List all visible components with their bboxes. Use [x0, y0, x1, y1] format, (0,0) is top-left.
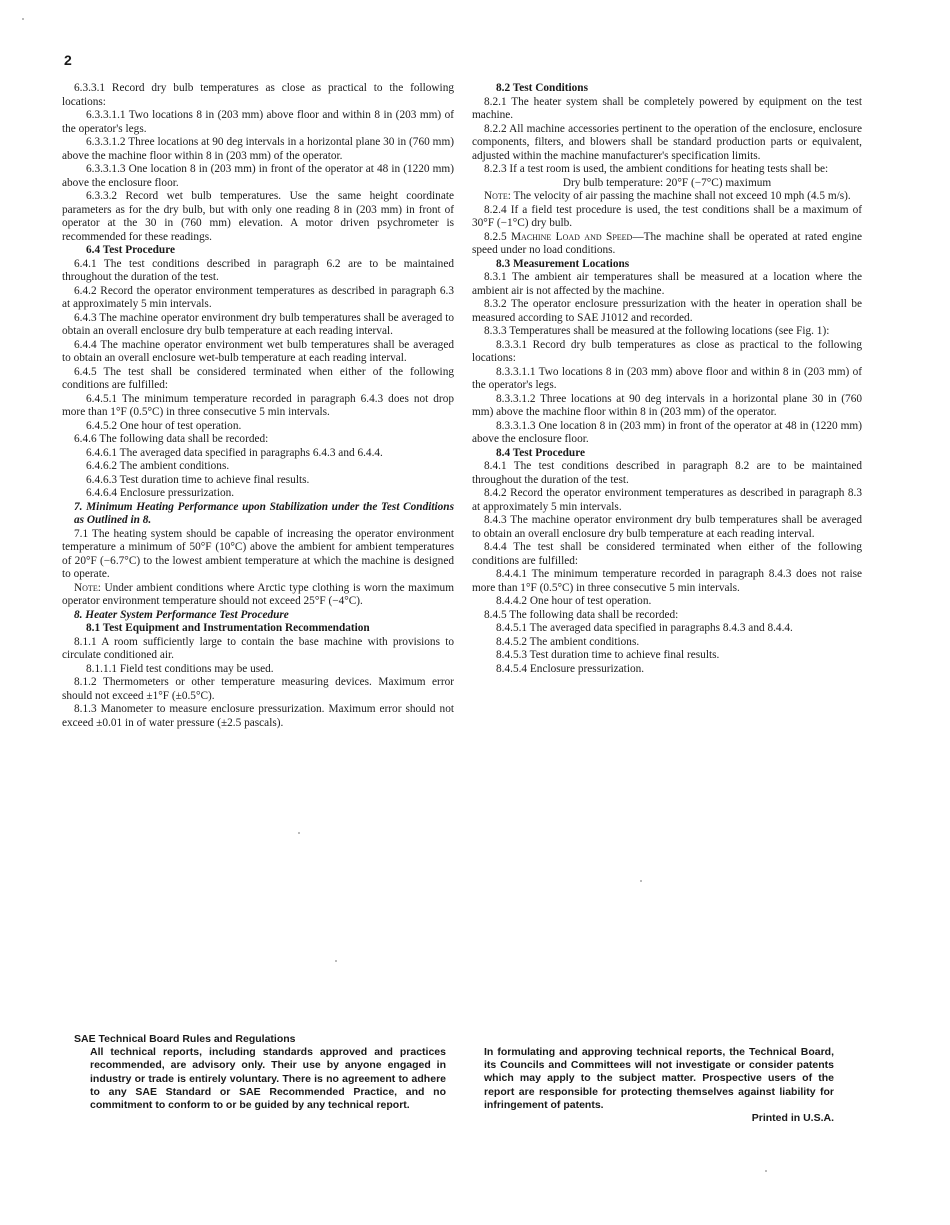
- note-label: Note:: [74, 581, 101, 594]
- paragraph: 8.3.3.1 Record dry bulb temperatures as close as practical to the following locations:: [472, 338, 862, 364]
- section-heading: 7. Minimum Heating Performance upon Stabilization under the Test Conditions as Outlined in 8.: [74, 500, 454, 526]
- paragraph: 8.1.1 A room sufficiently large to contain the base machine with provisions to circulate conditioned air.: [62, 635, 454, 661]
- scan-speck: [335, 960, 337, 962]
- paragraph: 8.2.3 If a test room is used, the ambient conditions for heating tests shall be:: [484, 163, 829, 175]
- paragraph: 8.4.5 The following data shall be recorded:: [484, 608, 679, 621]
- paragraph: 6.3.3.1.1 Two locations 8 in (203 mm) above floor and within 8 in (203 mm) of the operator's legs.: [62, 109, 454, 135]
- paragraph-prefix: 8.2.5: [484, 230, 511, 243]
- paragraph: 8.4.1 The test conditions described in paragraph 8.2 are to be maintained throughout the duration of the test.: [472, 460, 862, 486]
- section-heading: 8.1 Test Equipment and Instrumentation Recommendation: [86, 622, 370, 634]
- paragraph: 8.1.1.1 Field test conditions may be used.: [86, 662, 274, 675]
- left-column: [62, 82, 454, 730]
- paragraph: 8.4.4.1 The minimum temperature recorded in paragraph 8.4.3 does not raise more than 1°F (0.5°C) in three consecutive 5 min intervals.: [472, 568, 862, 594]
- scan-speck: [22, 18, 24, 20]
- note-paragraph: [472, 190, 862, 204]
- section-heading: 8. Heater System Performance Test Procedure: [74, 608, 289, 621]
- paragraph: 8.4.5.3 Test duration time to achieve final results.: [496, 649, 720, 661]
- paragraph: 6.4.6 The following data shall be recorded:: [74, 433, 269, 445]
- paragraph: 8.4.4 The test shall be considered terminated when either of the following conditions are fulfilled:: [472, 541, 862, 567]
- paragraph: 8.3.2 The operator enclosure pressurization with the heater in operation shall be measured according to SAE J1012 and recorded.: [472, 298, 862, 324]
- footer-advisory-text: All technical reports, including standards approved and practices recommended, are advisory only. Their use by anyone engaged in industry or trade is entirely voluntary. There is no agreement to adhere to any SAE Standard or SAE Recommended Practice, and no commitment to conform to or be guided by any technical report.: [90, 1046, 446, 1112]
- paragraph: 6.4.6.2 The ambient conditions.: [86, 460, 230, 472]
- paragraph: 8.4.5.1 The averaged data specified in paragraphs 8.4.3 and 8.4.4.: [496, 622, 793, 634]
- paragraph: 6.4.5.1 The minimum temperature recorded in paragraph 6.4.3 does not drop more than 1°F (0.5°C) in three consecutive 5 min intervals.: [62, 392, 454, 418]
- right-column: [472, 82, 862, 676]
- paragraph: 6.3.3.1.2 Three locations at 90 deg intervals in a horizontal plane 30 in (760 mm) above the machine floor within 8 in (203 mm) of the operator.: [62, 136, 454, 162]
- paragraph: 8.2.4 If a field test procedure is used, the test conditions shall be a maximum of 30°F (−1°C) dry bulb.: [472, 203, 862, 229]
- paragraph: [472, 231, 862, 258]
- note-text: Under ambient conditions where Arctic type clothing is worn the maximum operator environment temperature should not exceed 25°F (−4°C).: [62, 581, 454, 607]
- paragraph: 6.4.5 The test shall be considered terminated when either of the following conditions are fulfilled:: [62, 365, 454, 391]
- footer-rules: [74, 1033, 446, 1112]
- scan-speck: [765, 1170, 767, 1172]
- paragraph: 8.2.1 The heater system shall be completely powered by equipment on the test machine.: [472, 95, 862, 121]
- paragraph: 6.4.3 The machine operator environment dry bulb temperatures shall be averaged to obtain an overall enclosure dry bulb temperature at each reading interval.: [62, 311, 454, 337]
- paragraph: 7.1 The heating system should be capable of increasing the operator environment temperature a minimum of 50°F (10°C) above the ambient for ambient temperatures of 20°F (−6.7°C) to the lowest ambient temperature at which the machine is designed to operate.: [62, 527, 454, 580]
- section-heading: 6.4 Test Procedure: [86, 244, 176, 256]
- paragraph: 8.1.2 Thermometers or other temperature measuring devices. Maximum error should not exceed ±1°F (±0.5°C).: [62, 676, 454, 702]
- paragraph: 8.3.1 The ambient air temperatures shall be measured at a location where the ambient air is not affected by the machine.: [472, 271, 862, 297]
- paragraph: 8.4.2 Record the operator environment temperatures as described in paragraph 8.3 at approximately 5 min intervals.: [472, 487, 862, 513]
- footer-title: SAE Technical Board Rules and Regulations: [74, 1033, 296, 1045]
- paragraph: 8.4.5.4 Enclosure pressurization.: [496, 662, 645, 675]
- note-label: Note:: [484, 190, 511, 202]
- paragraph: 6.4.6.4 Enclosure pressurization.: [86, 487, 235, 499]
- paragraph: 6.4.5.2 One hour of test operation.: [86, 419, 242, 432]
- scan-speck: [298, 832, 300, 834]
- note-text: The velocity of air passing the machine shall not exceed 10 mph (4.5 m/s).: [510, 190, 851, 202]
- scan-speck: [640, 880, 642, 882]
- paragraph: 8.4.4.2 One hour of test operation.: [496, 595, 652, 607]
- section-heading: 8.2 Test Conditions: [496, 82, 588, 94]
- paragraph: 8.4.5.2 The ambient conditions.: [496, 635, 640, 648]
- centered-line: Dry bulb temperature: 20°F (−7°C) maximum: [562, 176, 772, 189]
- paragraph: 6.4.6.3 Test duration time to achieve final results.: [86, 473, 310, 486]
- paragraph: 8.3.3.1.3 One location 8 in (203 mm) in front of the operator at 48 in (1220 mm) above the enclosure floor.: [472, 419, 862, 445]
- printed-in-usa: Printed in U.S.A.: [751, 1112, 834, 1125]
- section-heading: 8.4 Test Procedure: [496, 446, 586, 459]
- paragraph: 6.3.3.2 Record wet bulb temperatures. Use the same height coordinate parameters as for the dry bulb, but with only one reading 8 in (203 mm) in front of operator at the 30 in (760 mm) elevation. A motor driven psychrometer is recommended for these readings.: [62, 190, 454, 243]
- footer-patents: [484, 1033, 834, 1125]
- paragraph: 8.4.3 The machine operator environment dry bulb temperatures shall be averaged to obtain an overall enclosure dry bulb temperature at each reading interval.: [472, 514, 862, 540]
- paragraph-text: —The machine shall be operated at rated engine speed under no load conditions.: [472, 230, 862, 256]
- paragraph: 6.3.3.1 Record dry bulb temperatures as close as practical to the following locations:: [62, 82, 454, 108]
- paragraph: 8.3.3.1.1 Two locations 8 in (203 mm) above floor and within 8 in (203 mm) of the operator's legs.: [472, 365, 862, 391]
- paragraph: 6.3.3.1.3 One location 8 in (203 mm) in front of the operator at 48 in (1220 mm) above the enclosure floor.: [62, 163, 454, 189]
- section-heading: 8.3 Measurement Locations: [496, 257, 630, 270]
- note-paragraph: [62, 582, 454, 609]
- footer-patents-text: In formulating and approving technical reports, the Technical Board, its Councils and Committees will not investigate or consider patents which may apply to the subject matter. Prospective users of the report are responsible for protecting themselves against liability for infringement of patents.: [484, 1046, 834, 1111]
- page-number: 2: [64, 52, 72, 68]
- paragraph: 8.1.3 Manometer to measure enclosure pressurization. Maximum error should not exceed ±0.01 in of water pressure (±2.5 pascals).: [62, 703, 454, 729]
- paragraph: 6.4.6.1 The averaged data specified in paragraphs 6.4.3 and 6.4.4.: [86, 446, 383, 459]
- paragraph: 8.2.2 All machine accessories pertinent to the operation of the enclosure, enclosure components, filters, and blowers shall be standard production parts or equivalent, adjusted within the machine manufacturer's specification limits.: [472, 122, 862, 162]
- paragraph: 6.4.2 Record the operator environment temperatures as described in paragraph 6.3 at approximately 5 min intervals.: [62, 284, 454, 310]
- paragraph-label: Machine Load and Speed: [511, 230, 633, 243]
- paragraph: 6.4.4 The machine operator environment wet bulb temperatures shall be averaged to obtain an overall enclosure wet-bulb temperature at each reading interval.: [62, 338, 454, 364]
- paragraph: 8.3.3.1.2 Three locations at 90 deg intervals in a horizontal plane 30 in (760 mm) above the machine floor within 8 in (203 mm) of the operator.: [472, 392, 862, 418]
- paragraph: 8.3.3 Temperatures shall be measured at the following locations (see Fig. 1):: [484, 325, 830, 337]
- paragraph: 6.4.1 The test conditions described in paragraph 6.2 are to be maintained throughout the duration of the test.: [62, 257, 454, 283]
